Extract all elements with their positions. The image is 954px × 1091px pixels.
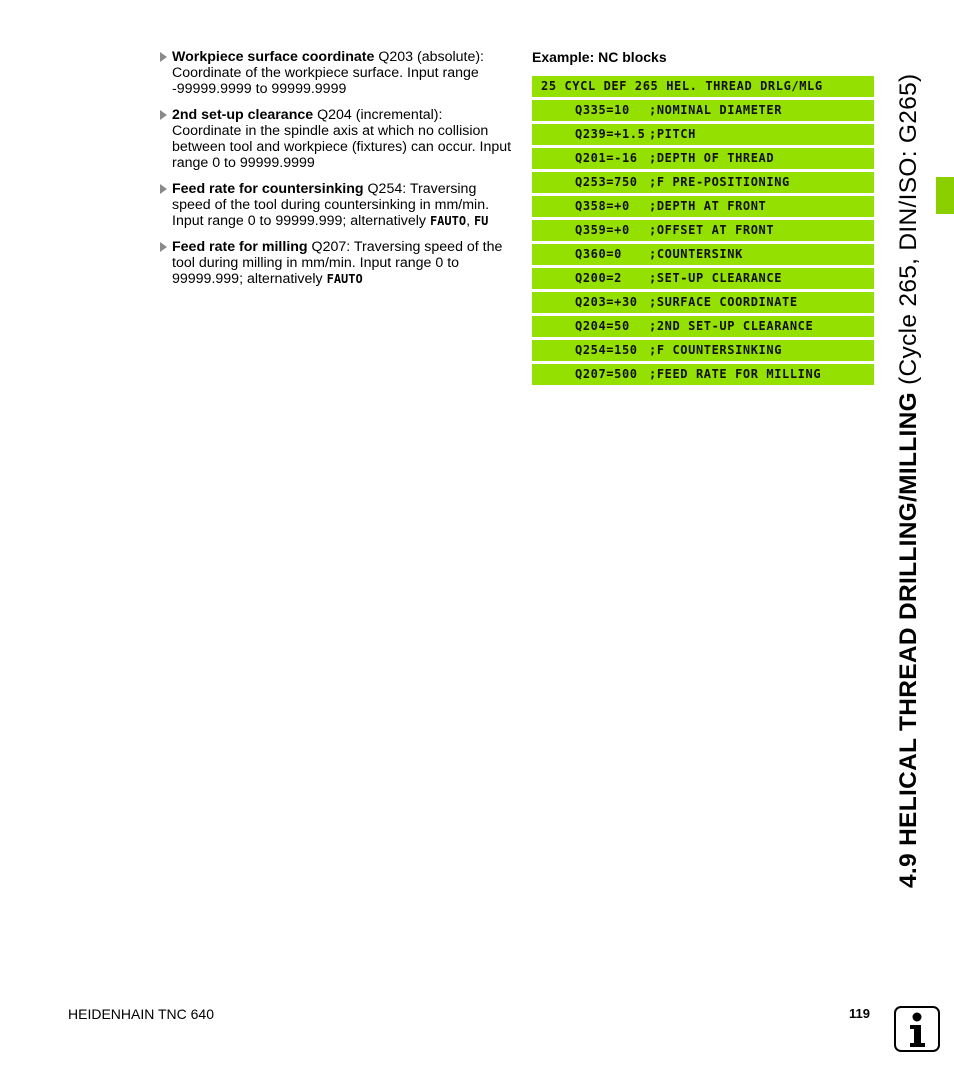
nc-param: Q360=0	[575, 247, 622, 261]
nc-param: Q335=10	[575, 103, 630, 117]
param-name: Feed rate for milling	[172, 239, 308, 255]
nc-comment: ;2ND SET-UP CLEARANCE	[649, 319, 814, 333]
param-name: 2nd set-up clearance	[172, 107, 314, 123]
chapter-title-cycle: (Cycle 265, DIN/ISO: G265)	[895, 73, 922, 393]
nc-row	[532, 268, 874, 289]
param-description: Q254: Traversing speed of the tool during countersinking in mm/min. Input range 0 to 99999.999; alternatively	[172, 181, 490, 229]
nc-row	[532, 244, 874, 265]
param-feed-milling	[158, 239, 514, 287]
param-workpiece-surface-coordinate	[158, 49, 514, 97]
nc-comment: ;NOMINAL DIAMETER	[649, 103, 783, 117]
triangle-bullet-icon	[160, 110, 167, 120]
nc-block-list	[532, 76, 874, 388]
info-icon	[894, 1006, 940, 1052]
nc-param: Q207=500	[575, 367, 638, 381]
nc-row	[532, 172, 874, 193]
nc-row	[532, 292, 874, 313]
page-number: 119	[849, 1006, 870, 1021]
nc-param: Q358=+0	[575, 199, 630, 213]
param-code-fauto: FAUTO	[429, 214, 467, 228]
example-title: Example: NC blocks	[532, 49, 667, 65]
param-description: Q207: Traversing speed of the tool during milling in mm/min. Input range 0 to 99999.999; alternatively	[172, 239, 503, 287]
nc-comment: ;DEPTH AT FRONT	[649, 199, 767, 213]
param-name: Feed rate for countersinking	[172, 181, 364, 197]
chapter-tab-marker	[936, 177, 954, 214]
triangle-bullet-icon	[160, 184, 167, 194]
nc-comment: ;F COUNTERSINKING	[649, 343, 783, 357]
param-code-fu: FU	[473, 214, 489, 228]
nc-comment: ;SET-UP CLEARANCE	[649, 271, 783, 285]
nc-row	[532, 124, 874, 145]
nc-row	[532, 148, 874, 169]
nc-param: Q254=150	[575, 343, 638, 357]
triangle-bullet-icon	[160, 242, 167, 252]
nc-param: Q253=750	[575, 175, 638, 189]
nc-param: Q203=+30	[575, 295, 638, 309]
param-description: Q204 (incremental): Coordinate in the spindle axis at which no collision between tool and workpiece (fixtures) can occur. Input range 0 to 99999.9999	[172, 107, 512, 171]
nc-param: Q359=+0	[575, 223, 630, 237]
chapter-title-main: 4.9 HELICAL THREAD DRILLING/MILLING	[895, 392, 922, 888]
nc-row	[532, 100, 874, 121]
param-separator: ,	[466, 213, 474, 229]
nc-comment: ;DEPTH OF THREAD	[649, 151, 775, 165]
nc-param: Q239=+1.5	[575, 127, 646, 141]
info-glyph	[896, 1008, 938, 1050]
nc-param: Q201=-16	[575, 151, 638, 165]
nc-row	[532, 340, 874, 361]
chapter-side-title	[895, 73, 923, 888]
triangle-bullet-icon	[160, 52, 167, 62]
nc-param: Q204=50	[575, 319, 630, 333]
nc-param: Q200=2	[575, 271, 622, 285]
param-description: Q203 (absolute): Coordinate of the workpiece surface. Input range -99999.9999 to 99999.9999	[172, 49, 484, 97]
nc-comment: ;SURFACE COORDINATE	[649, 295, 798, 309]
param-name: Workpiece surface coordinate	[172, 49, 375, 65]
nc-row	[532, 364, 874, 385]
nc-comment: ;PITCH	[649, 127, 696, 141]
param-feed-countersinking	[158, 181, 514, 229]
footer-product-name: HEIDENHAIN TNC 640	[68, 1006, 215, 1022]
nc-comment: ;COUNTERSINK	[649, 247, 743, 261]
nc-row	[532, 196, 874, 217]
nc-comment: ;FEED RATE FOR MILLING	[649, 367, 822, 381]
nc-row	[532, 316, 874, 337]
param-code-fauto: FAUTO	[326, 272, 363, 286]
parameter-list	[158, 49, 514, 297]
param-2nd-setup-clearance	[158, 107, 514, 171]
nc-comment: ;F PRE-POSITIONING	[649, 175, 790, 189]
nc-row	[532, 220, 874, 241]
nc-comment: ;OFFSET AT FRONT	[649, 223, 775, 237]
nc-header-row: 25 CYCL DEF 265 HEL. THREAD DRLG/MLG	[532, 76, 874, 97]
